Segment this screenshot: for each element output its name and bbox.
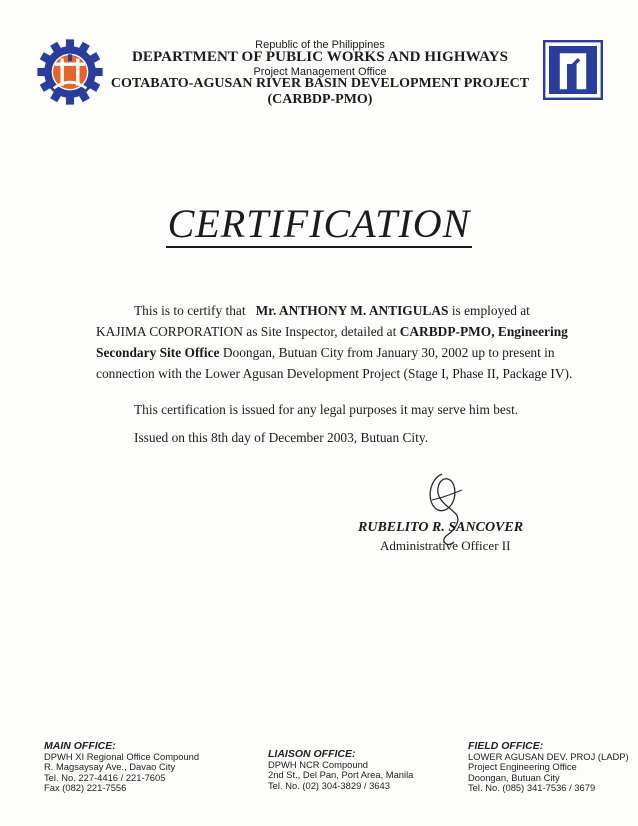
signatory-title: Administrative Officer II	[380, 538, 511, 553]
body-employed: is employed at	[451, 303, 530, 318]
footer-main-heading: MAIN OFFICE:	[44, 740, 116, 752]
header-republic: Republic of the Philippines	[255, 39, 385, 51]
footer-field-office	[468, 741, 629, 794]
footer-main-office	[44, 741, 199, 794]
header-project-abbr: (CARBDP-PMO)	[267, 92, 373, 107]
header-department: DEPARTMENT OF PUBLIC WORKS AND HIGHWAYS	[131, 49, 509, 65]
footer-field-line: Project Engineering Office	[468, 761, 577, 772]
footer-field-heading: FIELD OFFICE:	[468, 740, 544, 752]
footer-liaison-line: Tel. No. (02) 304-3829 / 3643	[268, 779, 390, 791]
body-office: CARBDP-PMO, Engineering	[399, 324, 568, 339]
footer-main-line: Fax (082) 221-7556	[44, 782, 127, 793]
footer-main-line: DPWH XI Regional Office Compound	[44, 750, 200, 762]
body-location-date: Doongan, Butuan City from January 30, 2002 up to present in	[222, 345, 555, 360]
document-title-text: CERTIFICATION	[167, 201, 471, 246]
footer-liaison-heading: LIAISON OFFICE:	[268, 748, 356, 760]
signatory-name: RUBELITO R. SANCOVER	[358, 520, 524, 535]
header-project: COTABATO-AGUSAN RIVER BASIN DEVELOPMENT PROJECT	[110, 76, 530, 91]
body-line-2	[96, 324, 568, 340]
body-employer: KAJIMA CORPORATION as Site Inspector, detailed at	[96, 324, 397, 339]
carbdp-square-logo-icon	[543, 40, 603, 100]
body-issued: Issued on this 8th day of December 2003, Butuan City.	[134, 430, 429, 445]
document-title	[0, 200, 638, 247]
footer-liaison-line: DPWH NCR Compound	[268, 758, 369, 770]
footer-field-line: Doongan, Butuan City	[468, 771, 560, 783]
body-line-1	[134, 303, 530, 319]
footer-main-line: Tel. No. 227-4416 / 221-7605	[44, 771, 166, 783]
header-office: Project Management Office	[253, 66, 387, 78]
dpwh-gear-seal-icon	[36, 38, 104, 106]
footer-field-line: LOWER AGUSAN DEV. PROJ (LADP)	[468, 750, 629, 762]
employee-name: Mr. ANTHONY M. ANTIGULAS	[255, 303, 449, 318]
footer-liaison-line: 2nd St., Del Pan, Port Area, Manila	[268, 769, 414, 780]
footer-liaison-office	[268, 749, 413, 791]
body-line-3	[96, 345, 555, 361]
body-intro: This is to certify that	[134, 303, 246, 318]
body-site-office: Secondary Site Office	[96, 345, 220, 360]
footer-main-line: R. Magsaysay Ave., Davao City	[44, 761, 176, 772]
body-line-4: connection with the Lower Agusan Development Project (Stage I, Phase II, Package IV).	[96, 366, 573, 381]
footer-field-line: Tel. No. (085) 341-7536 / 3679	[468, 782, 596, 793]
body-purpose: This certification is issued for any legal purposes it may serve him best.	[134, 402, 519, 417]
